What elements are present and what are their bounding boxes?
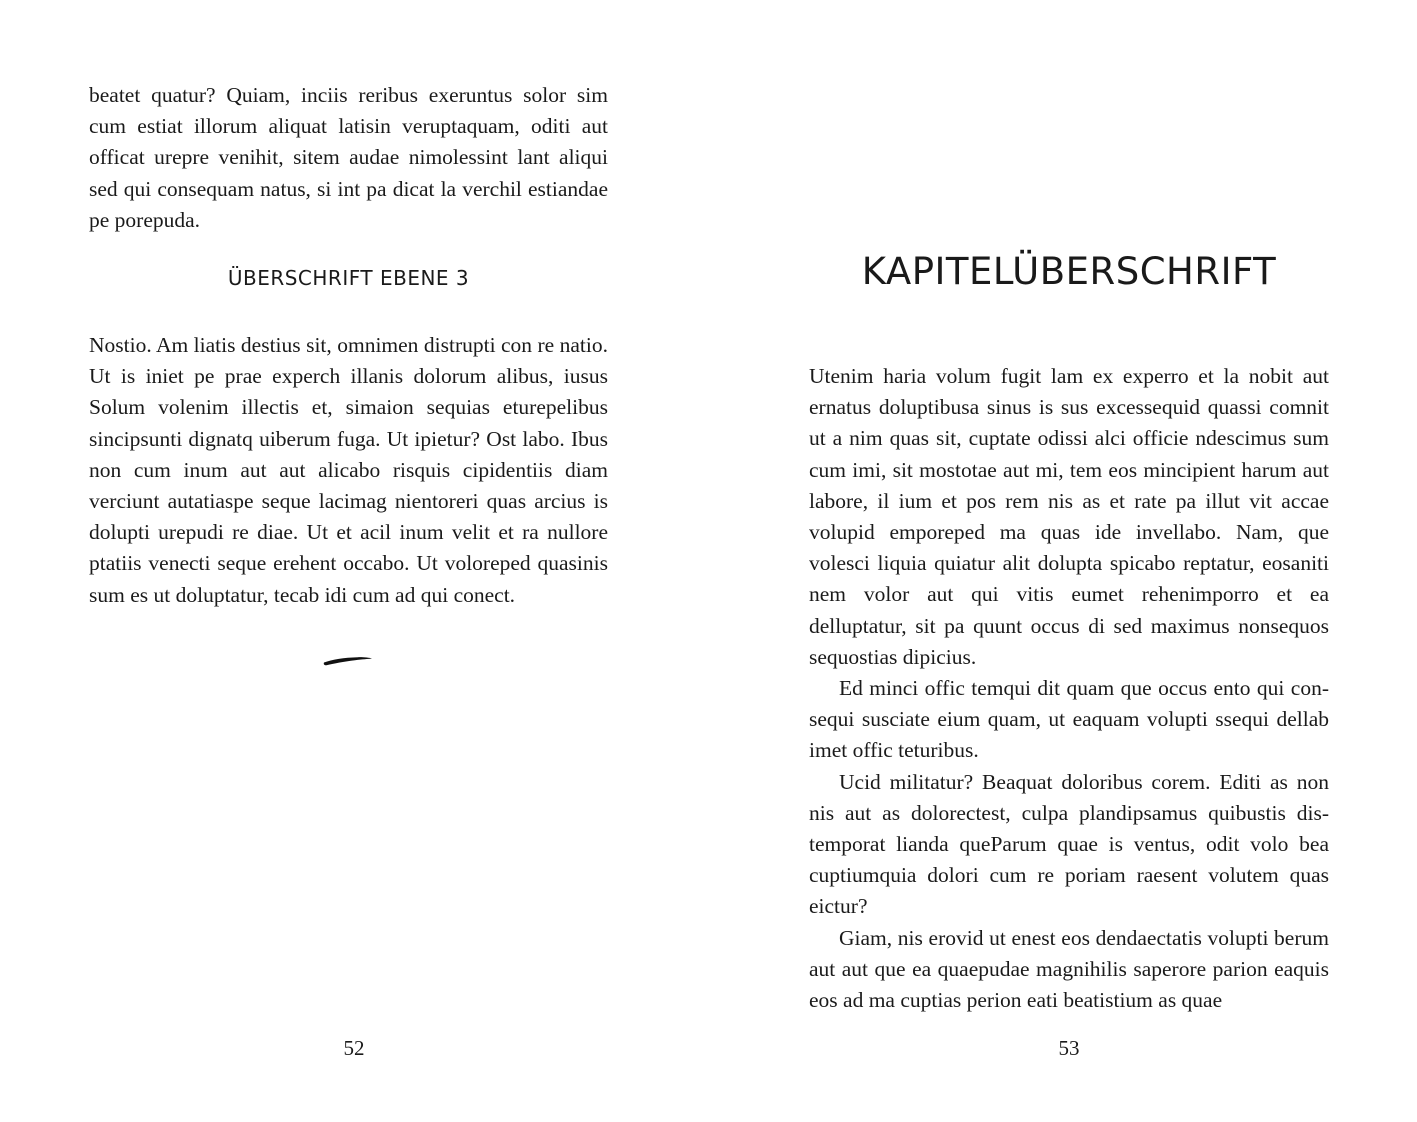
- body-text-chapter: [809, 361, 1329, 1016]
- paragraph: Nostio. Am liatis destius sit, omnimen distrupti con re natio. Ut is iniet pe prae experch illanis dolorum alibus, iusus Solum volenim illectis et, simaion sequias eturepelibus sincipsunti dignatq uiberum fuga. Ut ipietur? Ost labo. Ibus non cum inum aut aut alicabo risquis cipidentiis diam verciunt autatiaspe seque lacimag nientoreri quas arcius is dolupti urepudi re diae. Ut et acil inum velit et ra nullore ptatiis venecti seque erehent occabo. Ut voloreped quasinis sum es ut doluptatur, tecab idi cum ad qui conect.: [89, 333, 608, 607]
- chapter-title: KAPITELÜBERSCHRIFT: [861, 250, 1277, 293]
- paragraph: Ed minci offic temqui dit quam que occus ento qui consequi susciate eium quam, ut eaquam volupti ssequi dellab imet offic teturibus.: [809, 676, 1329, 763]
- brush-stroke-ornament-icon: [322, 653, 374, 667]
- body-text-section: [89, 330, 608, 611]
- paragraph: beatet quatur? Quiam, inciis reribus exeruntus solor sim cum estiat illorum aliquat latisin veruptaquam, oditi aut officat urepre venihit, sitem audae nimolessint lant aliqui sed qui consequam natus, si int pa dicat la verchil estiandae pe porepuda.: [89, 83, 608, 232]
- page-number: 53: [1058, 1036, 1080, 1060]
- page-number: 52: [343, 1036, 365, 1060]
- heading-level-3: ÜBERSCHRIFT EBENE 3: [227, 266, 470, 290]
- paragraph: Giam, nis erovid ut enest eos dendaectatis volupti berum aut aut que ea quaepudae magnihilis saperore parion eaquis eos ad ma cuptias perion eati beatistium as quae: [809, 925, 1329, 1013]
- body-text-top: [89, 80, 608, 236]
- paragraph: Utenim haria volum fugit lam ex experro et la nobit aut ernatus doluptibusa sinus is sus excessequid quassi comnit ut a nim quas sit, cuptate odissi alci officie ndescimus sum cum imi, sit mostotae aut mi, tem eos mincipient harum aut labore, il ium et pos rem nis as et rate pa illut vit accae volupid emporeped ma quas ide invellabo. Nam, que volesci liquia quiatur alit dolupta spicabo reptatur, eosaniti nem volor aut qui vitis eumet rehenimporro et ea delluptatur, sit pa quunt occus di sed maximus nonsequos sequostias dipicius.: [809, 364, 1329, 669]
- left-page: [0, 0, 708, 1122]
- paragraph: Ucid militatur? Beaquat doloribus corem. Editi as non nis aut as dolorectest, culpa plandipsamus quibustis distemporat lianda queParum quae is ventus, odit volo bea cuptiumquia dolori cum re poriam raesent volutem quas eictur?: [809, 769, 1329, 919]
- right-page: [708, 0, 1417, 1122]
